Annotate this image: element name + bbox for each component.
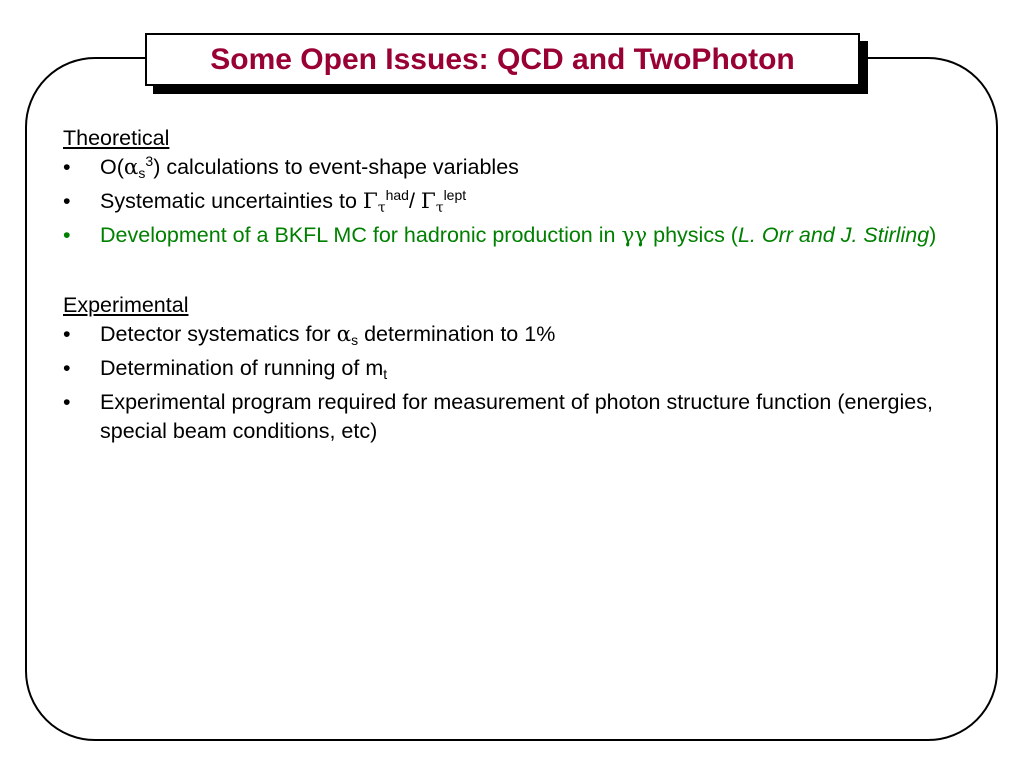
list-item: • Detector systematics for $\alpha_s$ determination to 1%	[63, 322, 556, 348]
title-box	[145, 33, 860, 86]
list-item: • Determination of running of $m_t$	[63, 356, 388, 382]
bullet-icon: •	[63, 390, 71, 414]
gamma-gamma-symbol: γγ	[621, 223, 648, 248]
list-item: • Systematic uncertainties to $\Gamma_\tau^{had}/$ $\Gamma_\tau^{lept}$	[63, 187, 467, 216]
bullet-icon: •	[63, 356, 71, 380]
list-item-highlight: • Development of a BKFL MC for hadronic production in γγ physics (L. Orr and J. Stirling)	[63, 223, 937, 248]
experimental-list	[63, 320, 983, 446]
theoretical-list	[63, 153, 983, 250]
alpha-symbol: α	[123, 155, 139, 180]
list-item: • Experimental program required for measurement of photon structure function (energies, special beam conditions, etc)	[63, 390, 933, 443]
bullet-icon: •	[63, 155, 71, 179]
bullet-icon: •	[63, 189, 71, 213]
gamma-symbol: Γ	[420, 189, 436, 214]
bullet-icon: •	[63, 322, 71, 346]
authors: L. Orr and J. Stirling	[737, 223, 930, 247]
slide-content	[63, 124, 983, 451]
slide-title: Some Open Issues: QCD and TwoPhoton	[210, 42, 795, 76]
section-heading-theoretical: Theoretical	[63, 126, 170, 150]
bullet-icon: •	[63, 223, 71, 247]
section-heading-experimental: Experimental	[63, 293, 189, 317]
gamma-symbol: Γ	[362, 189, 378, 214]
alpha-symbol: α	[336, 322, 352, 347]
list-item: • $O(\alpha_s^3)$ calculations to event-shape variables	[63, 153, 519, 181]
